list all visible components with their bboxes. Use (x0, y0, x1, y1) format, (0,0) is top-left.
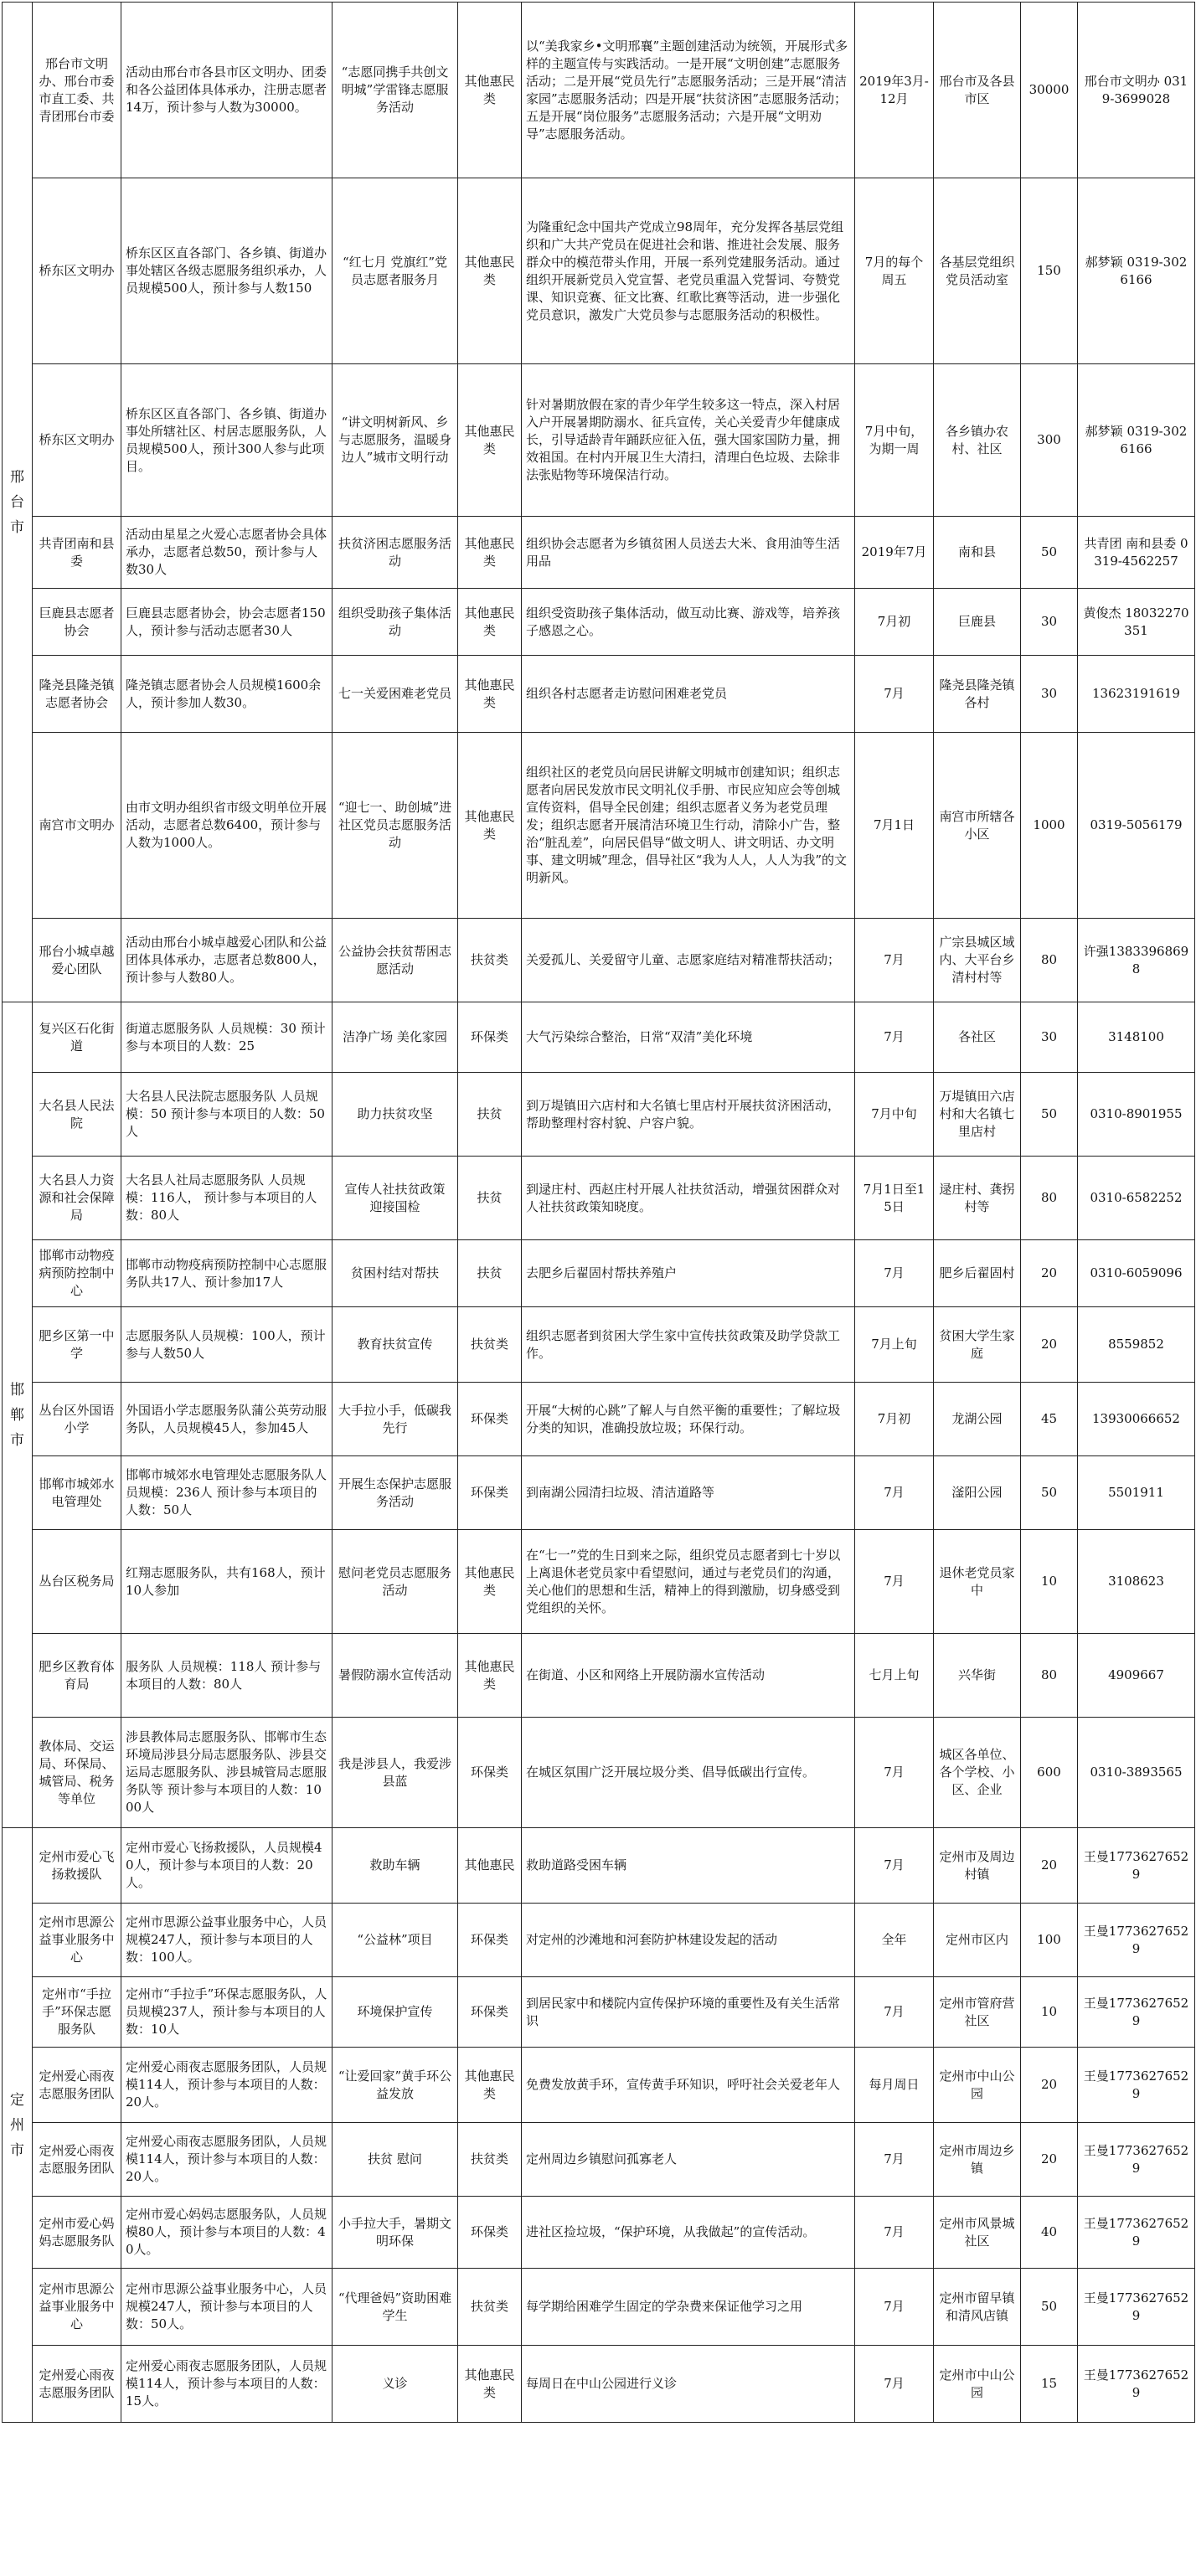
activity-name-cell: “代理爸妈”资助困难学生 (333, 2269, 458, 2346)
time-cell: 7月 (855, 1240, 934, 1307)
time-cell: 7月中旬 (855, 1073, 934, 1157)
type-cell: 环保类 (458, 1977, 522, 2048)
city-cell (3, 1002, 33, 1828)
activity-name-cell: 扶贫济困志愿服务活动 (333, 517, 458, 589)
participants-cell: 20 (1021, 1307, 1078, 1383)
time-cell: 全年 (855, 1904, 934, 1977)
activity-name-cell: “迎七一、助创城”进社区党员志愿服务活动 (333, 733, 458, 919)
activity-name-cell: 大手拉小手，低碳我先行 (333, 1383, 458, 1456)
time-cell: 7月初 (855, 589, 934, 656)
type-cell: 其他惠民类 (458, 656, 522, 733)
contact-cell: 王曼17736276529 (1078, 2123, 1195, 2197)
participants-cell: 10 (1021, 1977, 1078, 2048)
activity-name-cell: 我是涉县人，我爱涉县蓝 (333, 1718, 458, 1828)
org-cell: 大名县人民法院 (33, 1073, 121, 1157)
org-cell: 南宫市文明办 (33, 733, 121, 919)
time-cell: 7月 (855, 1977, 934, 2048)
place-cell: 定州市中山公园 (934, 2048, 1021, 2123)
contact-cell: 郝梦颖 0319-3026166 (1078, 364, 1195, 517)
time-cell: 7月 (855, 2197, 934, 2269)
type-cell: 环保类 (458, 2197, 522, 2269)
table-row (3, 517, 1195, 589)
place-cell: 各基层党组织党员活动室 (934, 178, 1021, 364)
city-cell (3, 3, 33, 1002)
place-cell: 隆尧县隆尧镇各村 (934, 656, 1021, 733)
participants-cell: 40 (1021, 2197, 1078, 2269)
org-cell: 定州爱心雨夜志愿服务团队 (33, 2123, 121, 2197)
time-cell: 每月周日 (855, 2048, 934, 2123)
contact-cell: 0310-6582252 (1078, 1157, 1195, 1240)
time-cell: 2019年7月 (855, 517, 934, 589)
time-cell: 7月的每个周五 (855, 178, 934, 364)
contact-cell: 3108623 (1078, 1530, 1195, 1634)
activity-name-cell: 贫困村结对帮扶 (333, 1240, 458, 1307)
type-cell: 环保类 (458, 1456, 522, 1530)
place-cell: 贫困大学生家庭 (934, 1307, 1021, 1383)
contact-cell: 王曼17736276529 (1078, 1828, 1195, 1904)
contact-cell: 共青团 南和县委 0319-4562257 (1078, 517, 1195, 589)
content-cell: 在街道、小区和网络上开展防溺水宣传活动 (522, 1634, 855, 1718)
content-cell: 去肥乡后翟固村帮扶养殖户 (522, 1240, 855, 1307)
contact-cell: 王曼17736276529 (1078, 1977, 1195, 2048)
org-cell: 定州市思源公益事业服务中心 (33, 2269, 121, 2346)
content-cell: 组织社区的老党员向居民讲解文明城市创建知识；组织志愿者向居民发放市民文明礼仪手册、市民应知应会等创城宣传资料，倡导全民创建；组织志愿者义务为老党员理发；组织志愿者开展清洁环境卫生行动，清除小广告，整治“脏乱差”，向居民倡导“做文明人、讲文明话、办文明事、建文明城”理念，倡导社区“我为人人，人人为我”的文明新风。 (522, 733, 855, 919)
content-cell: 到南湖公园清扫垃圾、清洁道路等 (522, 1456, 855, 1530)
team-cell: 活动由邢台市各县市区文明办、团委和各公益团体具体承办，注册志愿者14万，预计参与人数为30000。 (121, 3, 333, 178)
city-label: 邢台市 (10, 468, 24, 536)
table-row (3, 656, 1195, 733)
team-cell: 红翔志愿服务队，共有168人，预计10人参加 (121, 1530, 333, 1634)
team-cell: 邯郸市城郊水电管理处志愿服务队人员规模：236人 预计参与本项目的人数：50人 (121, 1456, 333, 1530)
org-cell: 邢台市文明办、邢台市委市直工委、共青团邢台市委 (33, 3, 121, 178)
org-cell: 丛台区税务局 (33, 1530, 121, 1634)
contact-cell: 13623191619 (1078, 656, 1195, 733)
participants-cell: 10 (1021, 1530, 1078, 1634)
time-cell: 7月 (855, 1828, 934, 1904)
participants-cell: 30 (1021, 656, 1078, 733)
team-cell: 活动由星星之火爱心志愿者协会具体承办，志愿者总数50，预计参与人数30人 (121, 517, 333, 589)
team-cell: 定州市思源公益事业服务中心，人员规模247人，预计参与本项目的人数：50人。 (121, 2269, 333, 2346)
activity-name-cell: 教育扶贫宣传 (333, 1307, 458, 1383)
contact-cell: 0310-6059096 (1078, 1240, 1195, 1307)
time-cell: 7月初 (855, 1383, 934, 1456)
place-cell: 各乡镇办农村、社区 (934, 364, 1021, 517)
team-cell: 邯郸市动物疫病预防控制中心志愿服务队共17人、预计参加17人 (121, 1240, 333, 1307)
activity-name-cell: “红七月 党旗红”党员志愿者服务月 (333, 178, 458, 364)
org-cell: 定州市爱心飞扬救援队 (33, 1828, 121, 1904)
org-cell: 定州市思源公益事业服务中心 (33, 1904, 121, 1977)
participants-cell: 300 (1021, 364, 1078, 517)
participants-cell: 80 (1021, 1157, 1078, 1240)
type-cell: 其他惠民类 (458, 1530, 522, 1634)
table-row (3, 1718, 1195, 1828)
activity-name-cell: 扶贫 慰问 (333, 2123, 458, 2197)
place-cell: 南和县 (934, 517, 1021, 589)
table-row (3, 1977, 1195, 2048)
team-cell: 隆尧镇志愿者协会人员规模1600余人，预计参加人数30。 (121, 656, 333, 733)
org-cell: 邢台小城卓越爱心团队 (33, 919, 121, 1002)
contact-cell: 0310-8901955 (1078, 1073, 1195, 1157)
type-cell: 其他惠民类 (458, 1634, 522, 1718)
table-row (3, 589, 1195, 656)
participants-cell: 50 (1021, 1456, 1078, 1530)
content-cell: 以“美我家乡•文明邢襄”主题创建活动为统领，开展形式多样的主题宣传与实践活动。一是开展“文明创建”志愿服务活动；二是开展“党员先行”志愿服务活动；三是开展“清洁家园”志愿服务活动；四是开展“扶贫济困”志愿服务活动；五是开展“岗位服务”志愿服务活动；六是开展“文明劝导”志愿服务活动。 (522, 3, 855, 178)
time-cell: 7月 (855, 1530, 934, 1634)
table-row (3, 1634, 1195, 1718)
contact-cell: 4909667 (1078, 1634, 1195, 1718)
team-cell: 由市文明办组织省市级文明单位开展活动，志愿者总数6400，预计参与人数为1000人。 (121, 733, 333, 919)
time-cell: 7月 (855, 919, 934, 1002)
type-cell: 扶贫 (458, 1240, 522, 1307)
content-cell: 针对暑期放假在家的青少年学生较多这一特点，深入村居入户开展暑期防溺水、征兵宣传，关心关爱青少年健康成长，引导适龄青年踊跃应征入伍，强大国家国防力量，拥效祖国。在村内开展卫生大清扫，清理白色垃圾、去除非法张贴物等环境保洁行动。 (522, 364, 855, 517)
activity-name-cell: 救助车辆 (333, 1828, 458, 1904)
team-cell: 桥东区区直各部门、各乡镇、街道办事处所辖社区、村居志愿服务队，人员规模500人，预计300人参与此项目。 (121, 364, 333, 517)
org-cell: 丛台区外国语小学 (33, 1383, 121, 1456)
activity-name-cell: 助力扶贫攻坚 (333, 1073, 458, 1157)
org-cell: 定州市“手拉手”环保志愿服务队 (33, 1977, 121, 2048)
participants-cell: 1000 (1021, 733, 1078, 919)
contact-cell: 0319-5056179 (1078, 733, 1195, 919)
type-cell: 环保类 (458, 1904, 522, 1977)
type-cell: 环保类 (458, 1002, 522, 1073)
table-row (3, 919, 1195, 1002)
table-row (3, 3, 1195, 178)
team-cell: 定州市思源公益事业服务中心，人员规模247人，预计参与本项目的人数：100人。 (121, 1904, 333, 1977)
place-cell: 龙湖公园 (934, 1383, 1021, 1456)
table-row (3, 733, 1195, 919)
activity-name-cell: 环境保护宣传 (333, 1977, 458, 2048)
type-cell: 扶贫类 (458, 2269, 522, 2346)
table-row (3, 1307, 1195, 1383)
time-cell: 2019年3月-12月 (855, 3, 934, 178)
content-cell: 在“七一”党的生日到来之际，组织党员志愿者到七十岁以上离退休老党员家中看望慰问，通过与老党员们的沟通，关心他们的思想和生活，精神上的得到激励，切身感受到党组织的关怀。 (522, 1530, 855, 1634)
content-cell: 大气污染综合整治，日常“双清”美化环境 (522, 1002, 855, 1073)
participants-cell: 100 (1021, 1904, 1078, 1977)
place-cell: 城区各单位、各个学校、小区、企业 (934, 1718, 1021, 1828)
team-cell: 街道志愿服务队 人员规模：30 预计参与本项目的人数：25 (121, 1002, 333, 1073)
time-cell: 7月 (855, 1002, 934, 1073)
type-cell: 扶贫 (458, 1157, 522, 1240)
content-cell: 救助道路受困车辆 (522, 1828, 855, 1904)
org-cell: 桥东区文明办 (33, 178, 121, 364)
participants-cell: 600 (1021, 1718, 1078, 1828)
table-row (3, 2346, 1195, 2423)
participants-cell: 30 (1021, 589, 1078, 656)
city-cell (3, 1828, 33, 2423)
participants-cell: 50 (1021, 1073, 1078, 1157)
activity-name-cell: “公益林”项目 (333, 1904, 458, 1977)
type-cell: 其他惠民类 (458, 3, 522, 178)
team-cell: 定州爱心雨夜志愿服务团队，人员规模114人，预计参与本项目的人数：20人。 (121, 2123, 333, 2197)
content-cell: 在城区氛围广泛开展垃圾分类、倡导低碳出行宣传。 (522, 1718, 855, 1828)
participants-cell: 50 (1021, 517, 1078, 589)
time-cell: 7月中旬，为期一周 (855, 364, 934, 517)
table-row (3, 1240, 1195, 1307)
contact-cell: 黄俊杰 18032270351 (1078, 589, 1195, 656)
content-cell: 组织受资助孩子集体活动，做互动比赛、游戏等，培养孩子感恩之心。 (522, 589, 855, 656)
time-cell: 7月1日至15日 (855, 1157, 934, 1240)
table-row (3, 2197, 1195, 2269)
participants-cell: 80 (1021, 919, 1078, 1002)
content-cell: 到万堤镇田六店村和大名镇七里店村开展扶贫济困活动，帮助整理村容村貌、户容户貌。 (522, 1073, 855, 1157)
org-cell: 巨鹿县志愿者协会 (33, 589, 121, 656)
team-cell: 定州爱心雨夜志愿服务团队，人员规模114人，预计参与本项目的人数：20人。 (121, 2048, 333, 2123)
type-cell: 其他惠民类 (458, 364, 522, 517)
content-cell: 到居民家中和楼院内宣传保护环境的重要性及有关生活常识 (522, 1977, 855, 2048)
participants-cell: 30000 (1021, 3, 1078, 178)
contact-cell: 邢台市文明办 0319-3699028 (1078, 3, 1195, 178)
place-cell: 滏阳公园 (934, 1456, 1021, 1530)
org-cell: 教体局、交运局、环保局、城管局、税务等单位 (33, 1718, 121, 1828)
place-cell: 逯庄村、龚拐村等 (934, 1157, 1021, 1240)
org-cell: 大名县人力资源和社会保障局 (33, 1157, 121, 1240)
place-cell: 广宗县城区域内、大平台乡清村村等 (934, 919, 1021, 1002)
org-cell: 肥乡区第一中学 (33, 1307, 121, 1383)
org-cell: 定州爱心雨夜志愿服务团队 (33, 2048, 121, 2123)
content-cell: 定州周边乡镇慰问孤寡老人 (522, 2123, 855, 2197)
content-cell: 组织志愿者到贫困大学生家中宣传扶贫政策及助学贷款工作。 (522, 1307, 855, 1383)
contact-cell: 0310-3893565 (1078, 1718, 1195, 1828)
table-row (3, 1530, 1195, 1634)
content-cell: 组织各村志愿者走访慰问困难老党员 (522, 656, 855, 733)
type-cell: 其他惠民类 (458, 2346, 522, 2423)
activity-name-cell: 七一关爱困难老党员 (333, 656, 458, 733)
activity-name-cell: “讲文明树新风、乡与志愿服务，温暖身边人”城市文明行动 (333, 364, 458, 517)
participants-cell: 15 (1021, 2346, 1078, 2423)
activity-table (2, 2, 1195, 2423)
activity-name-cell: “让爱回家”黄手环公益发放 (333, 2048, 458, 2123)
content-cell: 到逯庄村、西赵庄村开展人社扶贫活动，增强贫困群众对人社扶贫政策知晓度。 (522, 1157, 855, 1240)
type-cell: 扶贫类 (458, 1307, 522, 1383)
place-cell: 定州市及周边村镇 (934, 1828, 1021, 1904)
content-cell: 关爱孤儿、关爱留守儿童、志愿家庭结对精准帮扶活动； (522, 919, 855, 1002)
type-cell: 其他惠民 (458, 1828, 522, 1904)
team-cell: 涉县教体局志愿服务队、邯郸市生态环境局涉县分局志愿服务队、涉县交运局志愿服务队、涉县城管局志愿服务队等 预计参与本项目的人数：1000人 (121, 1718, 333, 1828)
table-row (3, 1828, 1195, 1904)
table-row (3, 2269, 1195, 2346)
table-row (3, 1456, 1195, 1530)
participants-cell: 20 (1021, 1240, 1078, 1307)
contact-cell: 王曼17736276529 (1078, 2048, 1195, 2123)
participants-cell: 20 (1021, 2048, 1078, 2123)
time-cell: 7月1日 (855, 733, 934, 919)
team-cell: 志愿服务队人员规模：100人，预计参与人数50人 (121, 1307, 333, 1383)
contact-cell: 王曼17736276529 (1078, 1904, 1195, 1977)
participants-cell: 80 (1021, 1634, 1078, 1718)
participants-cell: 45 (1021, 1383, 1078, 1456)
activity-name-cell: 慰问老党员志愿服务活动 (333, 1530, 458, 1634)
type-cell: 环保类 (458, 1718, 522, 1828)
org-cell: 邯郸市城郊水电管理处 (33, 1456, 121, 1530)
table-row (3, 1157, 1195, 1240)
place-cell: 定州市周边乡镇 (934, 2123, 1021, 2197)
place-cell: 肥乡后翟固村 (934, 1240, 1021, 1307)
table-row (3, 364, 1195, 517)
activity-name-cell: 公益协会扶贫帮困志愿活动 (333, 919, 458, 1002)
place-cell: 各社区 (934, 1002, 1021, 1073)
time-cell: 7月 (855, 1456, 934, 1530)
activity-name-cell: 宣传人社扶贫政策 迎接国检 (333, 1157, 458, 1240)
content-cell: 每周日在中山公园进行义诊 (522, 2346, 855, 2423)
time-cell: 7月 (855, 2269, 934, 2346)
contact-cell: 5501911 (1078, 1456, 1195, 1530)
team-cell: 定州爱心雨夜志愿服务团队，人员规模114人，预计参与本项目的人数：15人。 (121, 2346, 333, 2423)
contact-cell: 13930066652 (1078, 1383, 1195, 1456)
type-cell: 其他惠民类 (458, 589, 522, 656)
org-cell: 邯郸市动物疫病预防控制中心 (33, 1240, 121, 1307)
org-cell: 桥东区文明办 (33, 364, 121, 517)
city-label: 邯郸市 (10, 1381, 24, 1449)
table-row (3, 1002, 1195, 1073)
place-cell: 定州市中山公园 (934, 2346, 1021, 2423)
team-cell: 定州市爱心妈妈志愿服务队，人员规模80人，预计参与本项目的人数：40人。 (121, 2197, 333, 2269)
org-cell: 肥乡区教育体育局 (33, 1634, 121, 1718)
time-cell: 7月 (855, 656, 934, 733)
contact-cell: 王曼17736276529 (1078, 2197, 1195, 2269)
team-cell: 巨鹿县志愿者协会，协会志愿者150人，预计参与活动志愿者30人 (121, 589, 333, 656)
table-row (3, 2048, 1195, 2123)
org-cell: 定州市爱心妈妈志愿服务队 (33, 2197, 121, 2269)
team-cell: 外国语小学志愿服务队蒲公英劳动服务队，人员规模45人，参加45人 (121, 1383, 333, 1456)
place-cell: 退休老党员家中 (934, 1530, 1021, 1634)
type-cell: 扶贫类 (458, 2123, 522, 2197)
org-cell: 共青团南和县委 (33, 517, 121, 589)
content-cell: 组织协会志愿者为乡镇贫困人员送去大米、食用油等生活用品 (522, 517, 855, 589)
table-row (3, 1904, 1195, 1977)
contact-cell: 王曼17736276529 (1078, 2269, 1195, 2346)
content-cell: 为隆重纪念中国共产党成立98周年，充分发挥各基层党组织和广大共产党员在促进社会和谐、推进社会发展、服务群众中的模范带头作用，开展一系列党建服务活动。通过组织开展新党员入党宣誓、老党员重温入党誓词、夸赞党课、知识竞赛、征文比赛、红歌比赛等活动，进一步强化党员意识，激发广大党员参与志愿服务活动的积极性。 (522, 178, 855, 364)
org-cell: 隆尧县隆尧镇志愿者协会 (33, 656, 121, 733)
org-cell: 定州爱心雨夜志愿服务团队 (33, 2346, 121, 2423)
org-cell: 复兴区石化街道 (33, 1002, 121, 1073)
type-cell: 其他惠民类 (458, 178, 522, 364)
participants-cell: 20 (1021, 1828, 1078, 1904)
participants-cell: 150 (1021, 178, 1078, 364)
place-cell: 定州市区内 (934, 1904, 1021, 1977)
activity-name-cell: 暑假防溺水宣传活动 (333, 1634, 458, 1718)
place-cell: 定州市留早镇和清风店镇 (934, 2269, 1021, 2346)
activity-name-cell: “志愿同携手共创文明城”学雷锋志愿服务活动 (333, 3, 458, 178)
contact-cell: 3148100 (1078, 1002, 1195, 1073)
team-cell: 定州市“手拉手”环保志愿服务队，人员规模237人，预计参与本项目的人数：10人 (121, 1977, 333, 2048)
table-row (3, 1073, 1195, 1157)
content-cell: 对定州的沙滩地和河套防护林建设发起的活动 (522, 1904, 855, 1977)
content-cell: 免费发放黄手环，宣传黄手环知识，呼吁社会关爱老年人 (522, 2048, 855, 2123)
table-row (3, 2123, 1195, 2197)
contact-cell: 许强13833968698 (1078, 919, 1195, 1002)
team-cell: 大名县人民法院志愿服务队 人员规模：50 预计参与本项目的人数：50人 (121, 1073, 333, 1157)
time-cell: 7月上旬 (855, 1307, 934, 1383)
team-cell: 服务队 人员规模：118人 预计参与本项目的人数：80人 (121, 1634, 333, 1718)
team-cell: 定州市爱心飞扬救援队，人员规模40人，预计参与本项目的人数：20人。 (121, 1828, 333, 1904)
place-cell: 定州市管府营社区 (934, 1977, 1021, 2048)
place-cell: 南宫市所辖各小区 (934, 733, 1021, 919)
place-cell: 定州市风景城社区 (934, 2197, 1021, 2269)
activity-name-cell: 组织受助孩子集体活动 (333, 589, 458, 656)
team-cell: 大名县人社局志愿服务队 人员规模：116人， 预计参与本项目的人数：80人 (121, 1157, 333, 1240)
time-cell: 7月 (855, 2346, 934, 2423)
table-row (3, 1383, 1195, 1456)
activity-name-cell: 洁净广场 美化家园 (333, 1002, 458, 1073)
content-cell: 进社区捡垃圾，“保护环境，从我做起”的宣传活动。 (522, 2197, 855, 2269)
type-cell: 扶贫 (458, 1073, 522, 1157)
place-cell: 巨鹿县 (934, 589, 1021, 656)
time-cell: 7月 (855, 1718, 934, 1828)
table-row (3, 178, 1195, 364)
type-cell: 扶贫类 (458, 919, 522, 1002)
participants-cell: 50 (1021, 2269, 1078, 2346)
type-cell: 其他惠民类 (458, 733, 522, 919)
content-cell: 每学期给困难学生固定的学杂费来保证他学习之用 (522, 2269, 855, 2346)
contact-cell: 8559852 (1078, 1307, 1195, 1383)
content-cell: 开展“大树的心跳”了解人与自然平衡的重要性；了解垃圾分类的知识，准确投放垃圾；环保行动。 (522, 1383, 855, 1456)
place-cell: 邢台市及各县市区 (934, 3, 1021, 178)
place-cell: 兴华街 (934, 1634, 1021, 1718)
contact-cell: 郝梦颖 0319-3026166 (1078, 178, 1195, 364)
participants-cell: 30 (1021, 1002, 1078, 1073)
team-cell: 桥东区区直各部门、各乡镇、街道办事处辖区各级志愿服务组织承办，人员规模500人，预计参与人数150 (121, 178, 333, 364)
city-label: 定州市 (10, 2091, 24, 2159)
activity-name-cell: 小手拉大手，暑期文明环保 (333, 2197, 458, 2269)
participants-cell: 20 (1021, 2123, 1078, 2197)
type-cell: 其他惠民类 (458, 517, 522, 589)
time-cell: 7月 (855, 2123, 934, 2197)
type-cell: 环保类 (458, 1383, 522, 1456)
table-body (3, 3, 1195, 2423)
time-cell: 七月上旬 (855, 1634, 934, 1718)
type-cell: 其他惠民类 (458, 2048, 522, 2123)
place-cell: 万堤镇田六店村和大名镇七里店村 (934, 1073, 1021, 1157)
team-cell: 活动由邢台小城卓越爱心团队和公益团体具体承办，志愿者总数800人，预计参与人数80人。 (121, 919, 333, 1002)
contact-cell: 王曼17736276529 (1078, 2346, 1195, 2423)
activity-name-cell: 开展生态保护志愿服务活动 (333, 1456, 458, 1530)
activity-name-cell: 义诊 (333, 2346, 458, 2423)
